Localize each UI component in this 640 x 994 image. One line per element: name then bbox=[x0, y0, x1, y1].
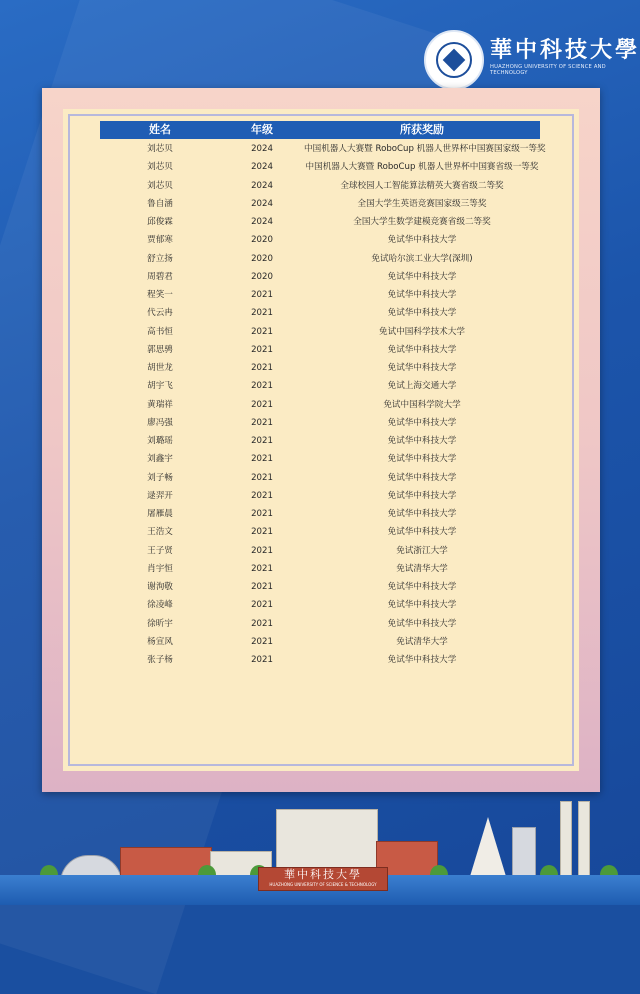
cell-name: 代云冉 bbox=[147, 308, 173, 319]
cell-name: 屠雁晨 bbox=[147, 509, 173, 519]
cell-name: 张子杨 bbox=[147, 655, 173, 665]
cell-grade: 2021 bbox=[251, 344, 273, 355]
university-subtitle: HUAZHONG UNIVERSITY OF SCIENCE AND TECHNOLOGY bbox=[490, 64, 606, 76]
cell-grade: 2021 bbox=[251, 381, 273, 392]
table-row bbox=[100, 140, 546, 158]
table-row bbox=[100, 231, 540, 249]
cell-award: 免试华中科技大学 bbox=[387, 417, 457, 428]
cell-grade: 2021 bbox=[251, 655, 273, 665]
table-row bbox=[100, 268, 540, 286]
cell-grade: 2021 bbox=[251, 363, 273, 373]
cell-grade: 2021 bbox=[251, 509, 273, 519]
cell-grade: 2024 bbox=[251, 198, 273, 209]
table-row bbox=[100, 359, 540, 377]
cell-name: 徐凌峰 bbox=[147, 600, 173, 611]
cell-grade: 2021 bbox=[251, 490, 273, 501]
cell-award: 免试华中科技大学 bbox=[387, 454, 457, 465]
monument-right bbox=[578, 801, 590, 883]
cell-name: 谢洵敬 bbox=[147, 582, 173, 592]
cell-name: 贾郁寒 bbox=[147, 235, 173, 246]
table-row bbox=[100, 341, 540, 359]
cell-name: 肖宇恒 bbox=[147, 563, 173, 574]
cell-award: 免试华中科技大学 bbox=[387, 308, 457, 319]
cell-award: 免试华中科技大学 bbox=[387, 363, 457, 373]
table-row bbox=[100, 505, 540, 523]
cell-award: 免试华中科技大学 bbox=[387, 344, 457, 355]
cell-grade: 2024 bbox=[251, 144, 273, 154]
cell-grade: 2024 bbox=[251, 162, 273, 173]
cell-name: 刘子畅 bbox=[147, 472, 173, 483]
table-row bbox=[100, 615, 540, 633]
cell-grade: 2021 bbox=[251, 308, 273, 319]
cell-name: 舒立扬 bbox=[147, 253, 173, 264]
plaque-subtitle: HUAZHONG UNIVERSITY OF SCIENCE & TECHNOLOGY bbox=[269, 882, 377, 887]
tower-spire bbox=[468, 817, 508, 883]
cell-grade: 2021 bbox=[251, 417, 273, 428]
cell-grade: 2020 bbox=[251, 253, 273, 264]
table-row bbox=[100, 396, 540, 414]
cell-grade: 2020 bbox=[251, 235, 273, 246]
cell-award: 免试华中科技大学 bbox=[387, 472, 457, 483]
cell-award: 免试华中科技大学 bbox=[387, 600, 457, 611]
cell-name: 黄瑞祥 bbox=[147, 399, 173, 410]
cell-award: 免试华中科技大学 bbox=[387, 271, 457, 282]
table-row bbox=[100, 560, 540, 578]
cell-award: 免试哈尔滨工业大学(深圳) bbox=[371, 253, 473, 264]
cell-name: 刘芯贝 bbox=[147, 144, 173, 154]
cell-award: 免试中国科学技术大学 bbox=[379, 326, 465, 337]
cell-grade: 2021 bbox=[251, 636, 273, 647]
table-body bbox=[100, 140, 546, 669]
table-row bbox=[100, 213, 540, 231]
cell-name: 徐昕宇 bbox=[147, 618, 173, 629]
table-row bbox=[100, 633, 540, 651]
cell-name: 郭思骋 bbox=[147, 344, 173, 355]
cell-award: 免试华中科技大学 bbox=[387, 290, 457, 300]
cell-award: 免试中国科学院大学 bbox=[383, 399, 461, 410]
cell-name: 刘芯贝 bbox=[147, 180, 173, 191]
table-row bbox=[100, 377, 540, 395]
cell-name: 刘鑫宇 bbox=[147, 454, 173, 465]
table-row bbox=[100, 578, 540, 596]
plaque-name: 華中科技大學 bbox=[284, 868, 362, 881]
cell-grade: 2024 bbox=[251, 217, 273, 227]
cell-award: 免试华中科技大学 bbox=[387, 527, 457, 538]
cell-award: 全国大学生数学建模竞赛省级二等奖 bbox=[353, 217, 491, 227]
cell-grade: 2021 bbox=[251, 600, 273, 611]
table-row bbox=[100, 523, 540, 541]
campus-illustration bbox=[0, 800, 640, 905]
table-header bbox=[100, 121, 540, 139]
cell-name: 程笑一 bbox=[147, 290, 173, 300]
cell-grade: 2021 bbox=[251, 326, 273, 337]
cell-name: 邱俊霖 bbox=[147, 217, 173, 227]
cell-grade: 2021 bbox=[251, 436, 273, 446]
header-grade: 年级 bbox=[251, 123, 273, 136]
cell-award: 全球校园人工智能算法精英大赛省级二等奖 bbox=[340, 180, 504, 191]
cell-award: 中国机器人大赛暨 RoboCup 机器人世界杯中国赛省级一等奖 bbox=[305, 162, 539, 173]
cell-grade: 2021 bbox=[251, 527, 273, 538]
table-row bbox=[100, 542, 540, 560]
table-row bbox=[100, 250, 540, 268]
cell-name: 刘璐瑶 bbox=[147, 436, 173, 446]
table-row bbox=[100, 158, 540, 176]
table-row bbox=[100, 304, 540, 322]
table-row bbox=[100, 286, 540, 304]
cell-name: 廖冯强 bbox=[147, 417, 173, 428]
cell-award: 免试华中科技大学 bbox=[387, 490, 457, 501]
table-row bbox=[100, 450, 540, 468]
monument-left bbox=[560, 801, 572, 883]
cell-award: 免试清华大学 bbox=[396, 636, 448, 647]
table-row bbox=[100, 414, 540, 432]
cell-name: 周碧君 bbox=[147, 271, 173, 282]
table-row bbox=[100, 177, 540, 195]
cell-name: 胡宇飞 bbox=[147, 381, 173, 392]
table-row bbox=[100, 651, 540, 669]
cell-award: 免试华中科技大学 bbox=[387, 235, 457, 246]
cell-name: 高书恒 bbox=[147, 326, 173, 337]
cell-grade: 2021 bbox=[251, 399, 273, 410]
cell-award: 免试华中科技大学 bbox=[387, 655, 457, 665]
cell-grade: 2021 bbox=[251, 545, 273, 556]
cell-grade: 2021 bbox=[251, 290, 273, 300]
cell-name: 王浩文 bbox=[147, 527, 173, 538]
header-name: 姓名 bbox=[149, 123, 171, 136]
table-row bbox=[100, 432, 540, 450]
cell-grade: 2020 bbox=[251, 271, 273, 282]
university-logo-icon bbox=[424, 30, 484, 90]
cell-name: 杨宣风 bbox=[147, 636, 173, 647]
cell-grade: 2024 bbox=[251, 180, 273, 191]
cell-award: 免试清华大学 bbox=[396, 563, 448, 574]
table-row bbox=[100, 195, 540, 213]
cell-award: 中国机器人大赛暨 RoboCup 机器人世界杯中国赛国家级一等奖 bbox=[304, 144, 546, 154]
cell-grade: 2021 bbox=[251, 618, 273, 629]
cell-award: 免试浙江大学 bbox=[396, 545, 448, 556]
cell-name: 刘芯贝 bbox=[147, 162, 173, 173]
cell-award: 全国大学生英语竞赛国家级三等奖 bbox=[357, 198, 487, 209]
cell-name: 胡世龙 bbox=[147, 363, 173, 373]
cell-grade: 2021 bbox=[251, 582, 273, 592]
table-row bbox=[100, 323, 540, 341]
table-row bbox=[100, 469, 540, 487]
cell-grade: 2021 bbox=[251, 563, 273, 574]
cell-name: 逯羿开 bbox=[147, 490, 173, 501]
table-row bbox=[100, 596, 540, 614]
cell-award: 免试上海交通大学 bbox=[387, 381, 457, 392]
university-plaque bbox=[258, 867, 388, 891]
cell-name: 鲁自涵 bbox=[147, 198, 173, 209]
cell-name: 王子贤 bbox=[147, 545, 173, 556]
cell-award: 免试华中科技大学 bbox=[387, 436, 457, 446]
header-award: 所获奖励 bbox=[400, 123, 444, 136]
cell-grade: 2021 bbox=[251, 454, 273, 465]
university-name: 華中科技大學 bbox=[490, 37, 640, 63]
table-row bbox=[100, 487, 540, 505]
cell-award: 免试华中科技大学 bbox=[387, 509, 457, 519]
cell-grade: 2021 bbox=[251, 472, 273, 483]
cell-award: 免试华中科技大学 bbox=[387, 582, 457, 592]
cell-award: 免试华中科技大学 bbox=[387, 618, 457, 629]
